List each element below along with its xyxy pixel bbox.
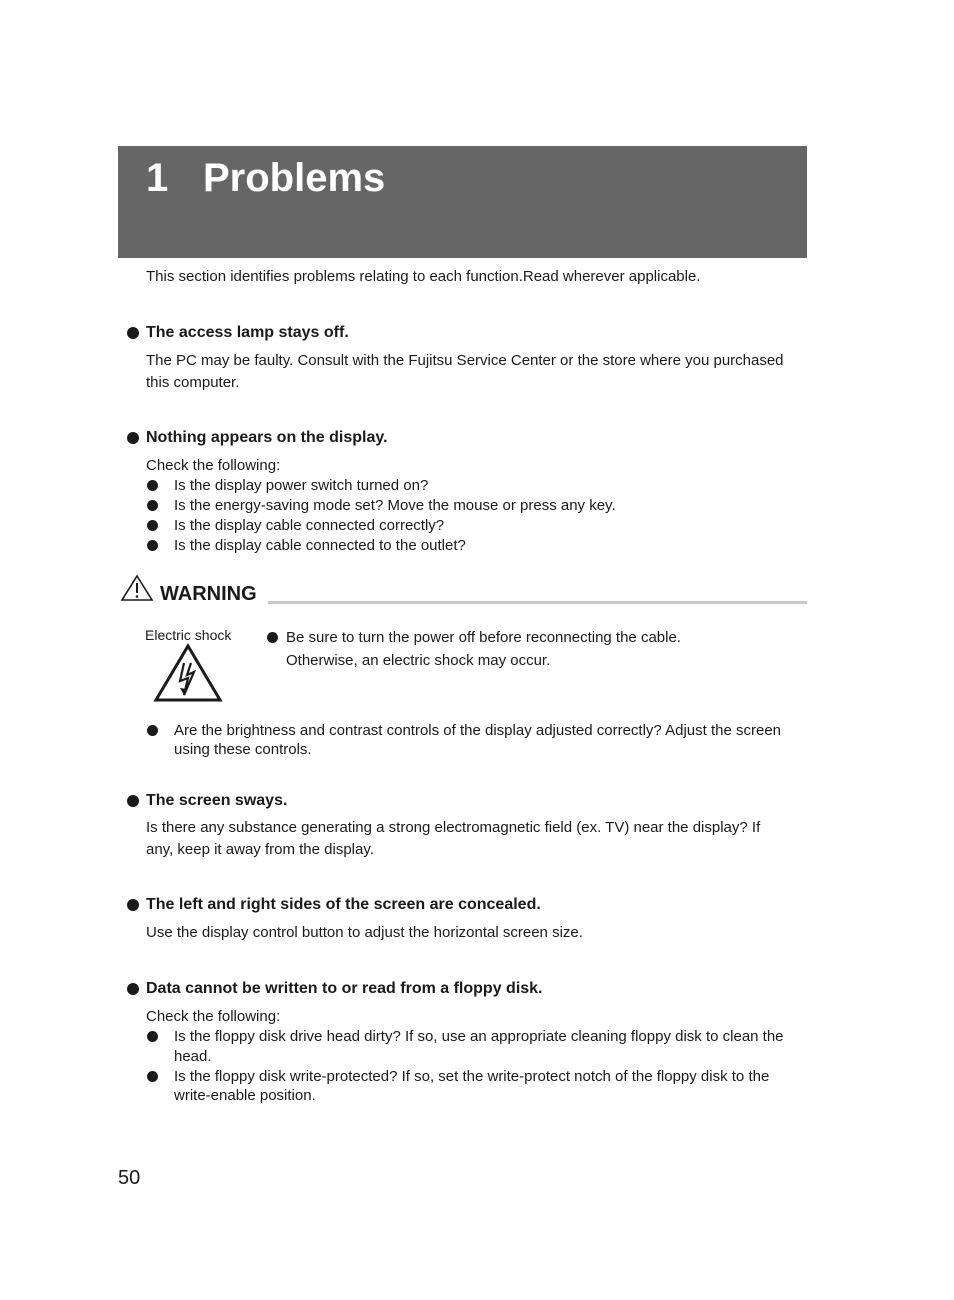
heading-bullet [127, 795, 139, 807]
electric-shock-caption: Electric shock [145, 627, 232, 643]
list-bullet [147, 725, 158, 736]
section-body-line: Is there any substance generating a strong electromagnetic field (ex. TV) near the display? If [146, 819, 761, 836]
chapter-banner [118, 146, 807, 258]
electric-shock-icon [153, 643, 223, 703]
list-item: write-enable position. [174, 1087, 316, 1104]
warning-text-line: Otherwise, an electric shock may occur. [286, 652, 551, 669]
list-bullet [147, 520, 158, 531]
chapter-number: 1 [146, 156, 169, 200]
list-item: Is the display power switch turned on? [174, 477, 429, 494]
check-lead: Check the following: [146, 457, 281, 474]
intro-text: This section identifies problems relating to each function.Read wherever applicable. [146, 268, 701, 285]
heading-bullet [127, 327, 139, 339]
warning-rule [268, 601, 807, 604]
section-heading-screen-sways: The screen sways. [146, 792, 288, 809]
list-bullet [147, 540, 158, 551]
list-bullet [147, 480, 158, 491]
list-bullet [267, 632, 278, 643]
section-body-line: any, keep it away from the display. [146, 841, 374, 858]
section-heading-sides-concealed: The left and right sides of the screen are concealed. [146, 896, 541, 913]
list-item: head. [174, 1048, 212, 1065]
section-heading-access-lamp: The access lamp stays off. [146, 324, 349, 341]
warning-text-line: Be sure to turn the power off before reconnecting the cable. [286, 629, 681, 646]
section-body-line: Use the display control button to adjust the horizontal screen size. [146, 924, 583, 941]
list-item: Is the display cable connected to the outlet? [174, 537, 466, 554]
list-bullet [147, 500, 158, 511]
heading-bullet [127, 899, 139, 911]
section-body-line: The PC may be faulty. Consult with the Fujitsu Service Center or the store where you purchased [146, 352, 784, 369]
list-item: Is the floppy disk write-protected? If so, set the write-protect notch of the floppy disk to the [174, 1068, 770, 1085]
section-heading-floppy: Data cannot be written to or read from a floppy disk. [146, 980, 543, 997]
list-item: using these controls. [174, 741, 312, 758]
list-item: Are the brightness and contrast controls of the display adjusted correctly? Adjust the screen [174, 722, 782, 739]
warning-label: WARNING [160, 583, 257, 605]
section-heading-no-display: Nothing appears on the display. [146, 429, 388, 446]
check-lead: Check the following: [146, 1008, 281, 1025]
list-bullet [147, 1031, 158, 1042]
page-number: 50 [118, 1167, 141, 1189]
heading-bullet [127, 983, 139, 995]
list-item: Is the floppy disk drive head dirty? If so, use an appropriate cleaning floppy disk to clean the [174, 1028, 784, 1045]
warning-triangle-icon [120, 574, 154, 602]
list-bullet [147, 1071, 158, 1082]
list-item: Is the display cable connected correctly? [174, 517, 445, 534]
chapter-title: Problems [203, 156, 386, 200]
list-item: Is the energy-saving mode set? Move the mouse or press any key. [174, 497, 616, 514]
section-body-line: this computer. [146, 374, 240, 391]
heading-bullet [127, 432, 139, 444]
